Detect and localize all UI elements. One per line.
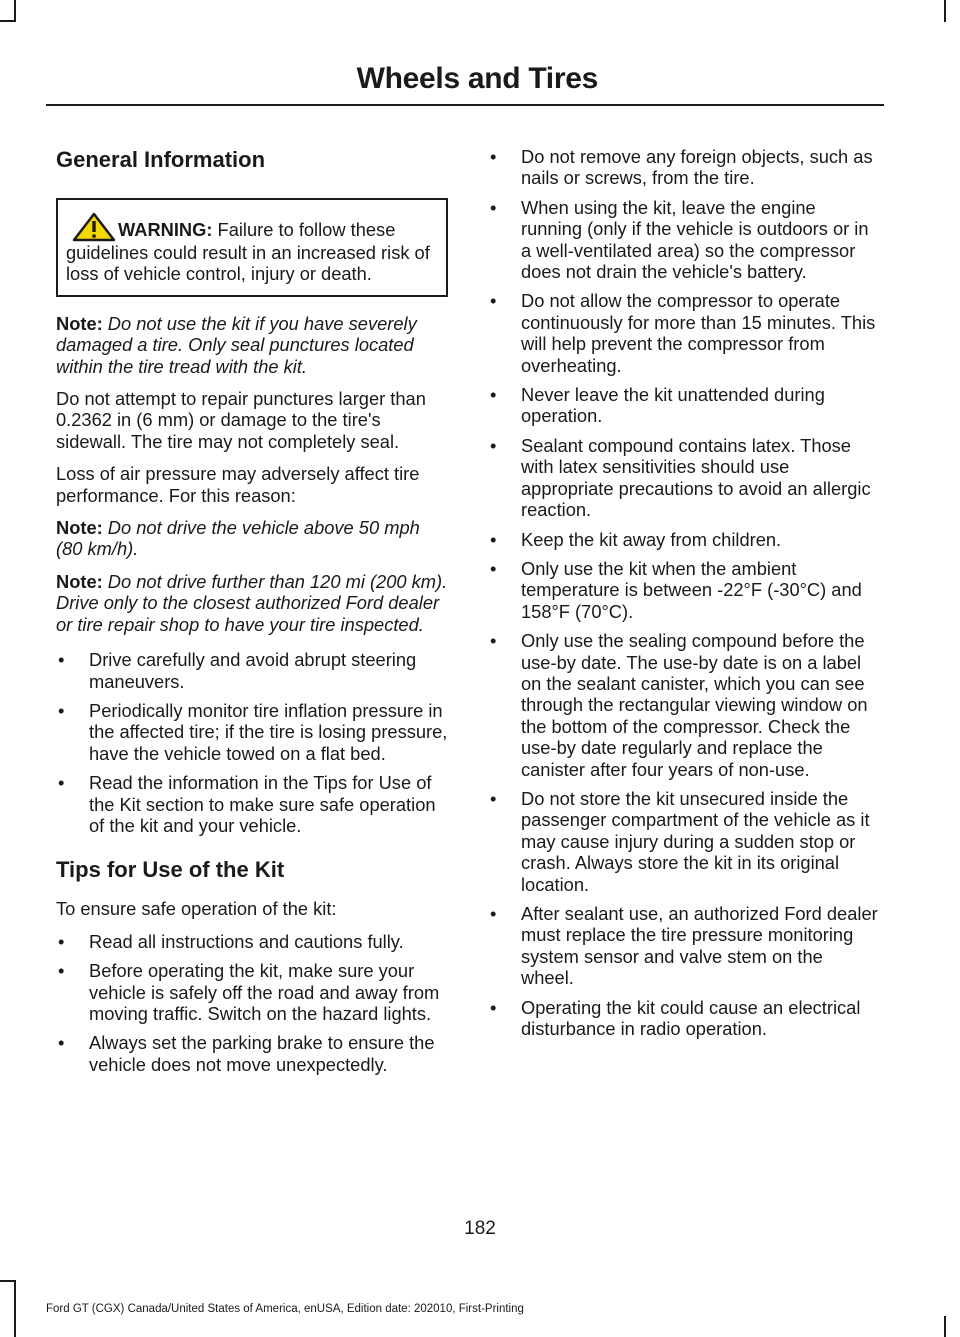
- bullet-icon: •: [58, 772, 65, 794]
- bullet-icon: •: [58, 1032, 65, 1054]
- footer-edition-info: Ford GT (CGX) Canada/United States of America, enUSA, Edition date: 202010, First-Printing: [46, 1303, 524, 1315]
- bullet-list-tips: [56, 931, 448, 1075]
- page-number: 182: [464, 1218, 496, 1239]
- bullet-icon: •: [490, 528, 497, 550]
- section-heading-tips: Tips for Use of the Kit: [56, 857, 285, 883]
- note-label: Note:: [56, 312, 103, 334]
- bullet-list-driving: [56, 649, 448, 836]
- note-speed-limit: [56, 517, 448, 560]
- paragraph-air-pressure: Loss of air pressure may adversely affect tire performance. For this reason:: [56, 463, 420, 506]
- list-item: • Operating the kit could cause an electrical disturbance in radio operation.: [490, 996, 861, 1040]
- list-item: • Sealant compound contains latex. Those with latex sensitivities should use appropriate precautions to avoid an allergic reaction.: [490, 434, 871, 521]
- bullet-icon: •: [490, 903, 497, 924]
- bullet-icon: •: [490, 557, 497, 579]
- left-column: [56, 146, 448, 1083]
- bullet-icon: •: [58, 699, 65, 721]
- bullet-icon: •: [490, 787, 497, 809]
- right-column: [488, 146, 880, 1047]
- list-item: • Always set the parking brake to ensure the vehicle does not move unexpectedly.: [58, 1032, 435, 1075]
- note-distance-limit: [56, 571, 448, 635]
- bullet-icon: •: [490, 996, 497, 1018]
- crop-mark-bottom-left-horizontal: [0, 1280, 16, 1282]
- bullet-icon: •: [490, 290, 497, 312]
- crop-mark-top-left-horizontal: [0, 20, 16, 22]
- bullet-icon: •: [58, 649, 65, 671]
- bullet-icon: •: [490, 146, 497, 167]
- list-item: • Only use the kit when the ambient temperature is between -22°F (-30°C) and 158°F (70°C).: [490, 557, 862, 622]
- paragraph-puncture-size: Do not attempt to repair punctures larger than 0.2362 in (6 mm) or damage to the tire's sidewall. The tire may not completely seal.: [56, 388, 426, 452]
- note-text: Do not use the kit if you have severely damaged a tire. Only seal punctures located within the tire tread with the kit.: [56, 312, 417, 377]
- bullet-icon: •: [58, 960, 65, 982]
- bullet-icon: •: [58, 930, 65, 952]
- note-text: Do not drive further than 120 mi (200 km). Drive only to the closest authorized Ford dealer or tire repair shop to have your tire inspected.: [56, 570, 448, 635]
- list-item: • Do not remove any foreign objects, such as nails or screws, from the tire.: [490, 146, 873, 189]
- bullet-list-precautions: [488, 146, 880, 1039]
- list-item: • Periodically monitor tire inflation pressure in the affected tire; if the tire is losing pressure, have the vehicle towed on a flat bed.: [58, 699, 448, 764]
- note-text: Do not drive the vehicle above 50 mph (80 km/h).: [56, 517, 420, 560]
- warning-triangle-icon: [72, 212, 116, 242]
- header-divider: [46, 104, 884, 106]
- crop-mark-top-left-vertical: [14, 0, 16, 22]
- paragraph-safe-operation: To ensure safe operation of the kit:: [56, 898, 337, 920]
- list-item: • Do not store the kit unsecured inside the passenger compartment of the vehicle as it may cause injury during a sudden stop or crash. Always store the kit in its original location.: [490, 787, 870, 895]
- bullet-icon: •: [490, 434, 497, 456]
- bullet-icon: •: [490, 196, 497, 218]
- list-item: • Keep the kit away from children.: [490, 528, 782, 550]
- list-item: • When using the kit, leave the engine running (only if the vehicle is outdoors or in a well-ventilated area) so the compressor does not drain the vehicle's battery.: [490, 196, 869, 283]
- note-label: Note:: [56, 570, 103, 592]
- warning-box: [56, 198, 448, 297]
- bullet-icon: •: [490, 384, 497, 406]
- warning-text: Failure to follow these guidelines could result in an increased risk of loss of vehicle control, injury or death.: [66, 219, 430, 285]
- crop-mark-top-right: [944, 0, 946, 22]
- list-item: • Before operating the kit, make sure your vehicle is safely off the road and away from moving traffic. Switch on the hazard lights.: [58, 960, 440, 1024]
- crop-mark-bottom-left-vertical: [14, 1280, 16, 1337]
- note-label: Note:: [56, 517, 103, 539]
- list-item: • Never leave the kit unattended during operation.: [490, 384, 825, 427]
- bullet-icon: •: [490, 630, 497, 652]
- list-item: • Drive carefully and avoid abrupt steering maneuvers.: [58, 649, 417, 692]
- list-item: • Read the information in the Tips for Use of the Kit section to make sure safe operation of the kit and your vehicle.: [58, 772, 436, 836]
- list-item: • Only use the sealing compound before the use-by date. The use-by date is on a label on the sealant canister, which you can see through the rectangular viewing window on the bottom of the compressor. Check the use-by date regularly and replace the canister after four years of non-use.: [490, 630, 868, 780]
- list-item: • Do not allow the compressor to operate continuously for more than 15 minutes. This will help prevent the compressor from overheating.: [490, 290, 876, 376]
- list-item: • After sealant use, an authorized Ford dealer must replace the tire pressure monitoring system sensor and valve stem on the wheel.: [490, 903, 878, 989]
- list-item: • Read all instructions and cautions fully.: [58, 930, 404, 952]
- crop-mark-bottom-right: [944, 1316, 946, 1337]
- warning-title: WARNING:: [118, 219, 213, 240]
- note-severe-damage: [56, 313, 448, 377]
- section-heading-general-information: General Information: [56, 147, 266, 172]
- page-header-title: Wheels and Tires: [356, 62, 598, 95]
